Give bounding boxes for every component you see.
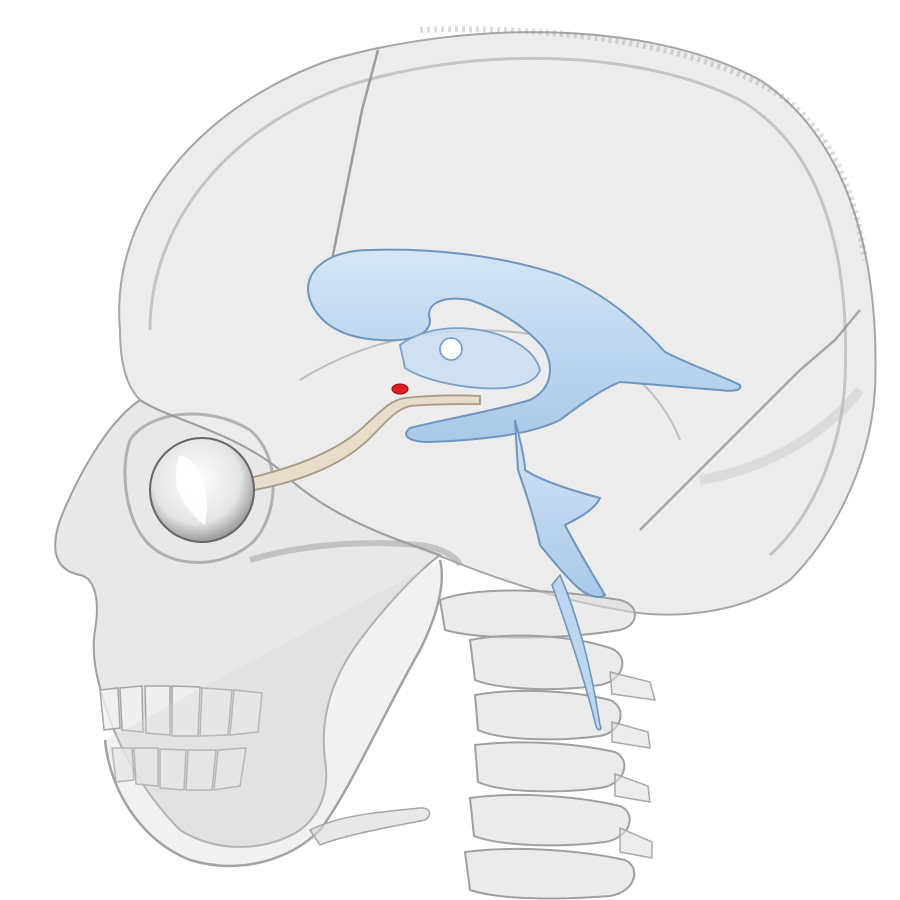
vertebra-c4 [475, 742, 624, 791]
vertebra-c2 [470, 636, 622, 690]
vertebra-c6 [465, 849, 634, 899]
spinous-process [610, 672, 655, 700]
interthalamic-adhesion [440, 338, 462, 360]
optic-chiasm-marker [392, 384, 408, 394]
tooth [100, 688, 120, 730]
cervical-spine [440, 591, 635, 899]
spinous-process [612, 722, 650, 748]
spinous-process [620, 828, 652, 858]
vertebra-c1 [440, 591, 635, 638]
vertebra-c5 [470, 795, 630, 845]
spinous-process [615, 774, 650, 802]
